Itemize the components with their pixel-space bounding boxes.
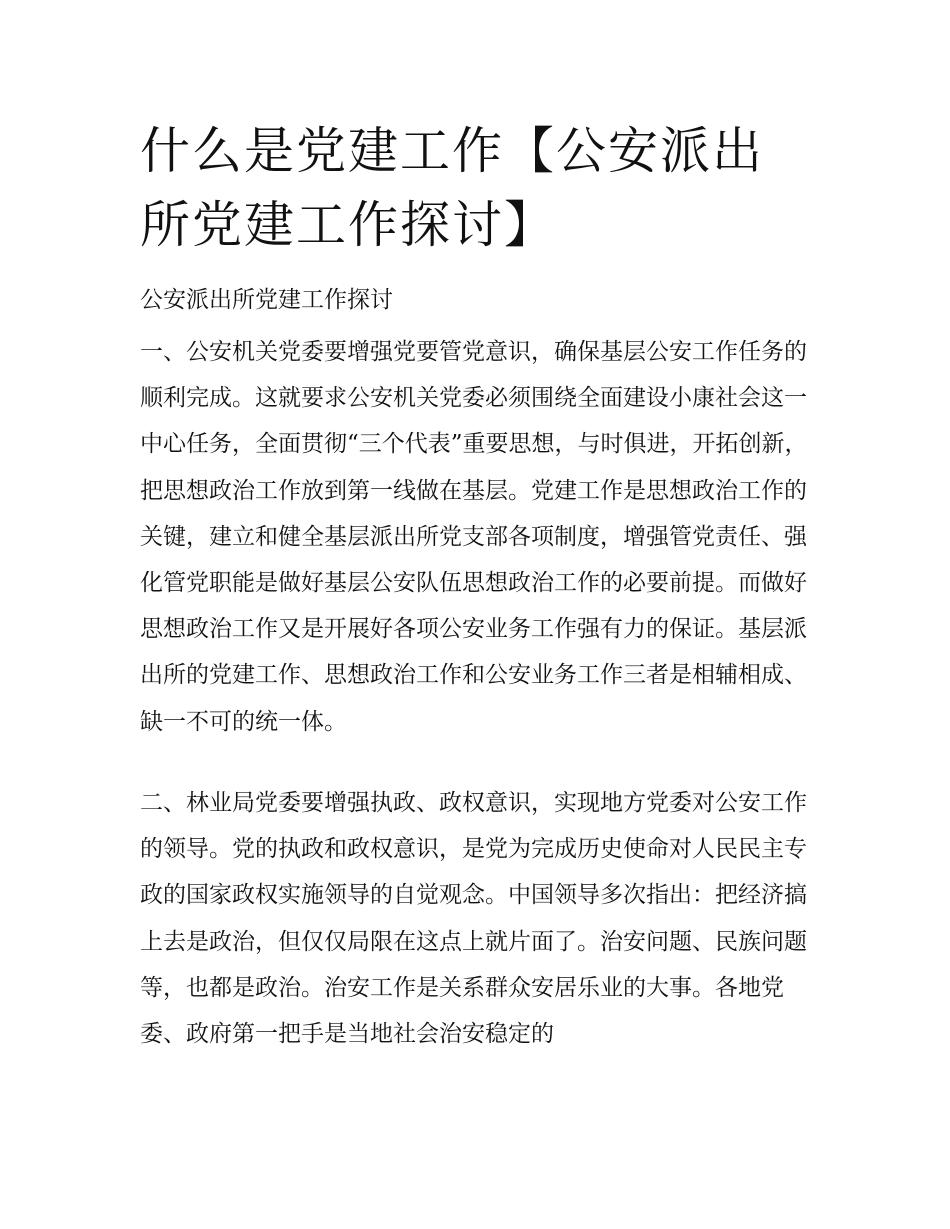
document-title: 什么是党建工作【公安派出所党建工作探讨】 xyxy=(140,122,764,254)
document-subtitle: 公安派出所党建工作探讨 xyxy=(140,287,393,313)
paragraph-1: 一、公安机关党委要增强党要管党意识，确保基层公安工作任务的顺利完成。这就要求公安机关党委必须围绕全面建设小康社会这一中心任务，全面贯彻“三个代表”重要思想，与时俱进，开拓创新，把思想政治工作放到第一线做在基层。党建工作是思想政治工作的关键，建立和健全基层派出所党支部各项制度，增强管党责任、强化管党职能是做好基层公安队伍思想政治工作的必要前提。而做好思想政治工作又是开展好各项公安业务工作强有力的保证。基层派出所的党建工作、思想政治工作和公安业务工作三者是相辅相成、缺一不可的统一体。 xyxy=(140,339,808,735)
paragraph-2: 二、林业局党委要增强执政、政权意识，实现地方党委对公安工作的领导。党的执政和政权意识，是党为完成历史使命对人民民主专政的国家政权实施领导的自觉观念。中国领导多次指出：把经济搞上去是政治，但仅仅局限在这点上就片面了。治安问题、民族问题等，也都是政治。治安工作是关系群众安居乐业的大事。各地党委、政府第一把手是当地社会治安稳定的 xyxy=(140,790,807,1048)
